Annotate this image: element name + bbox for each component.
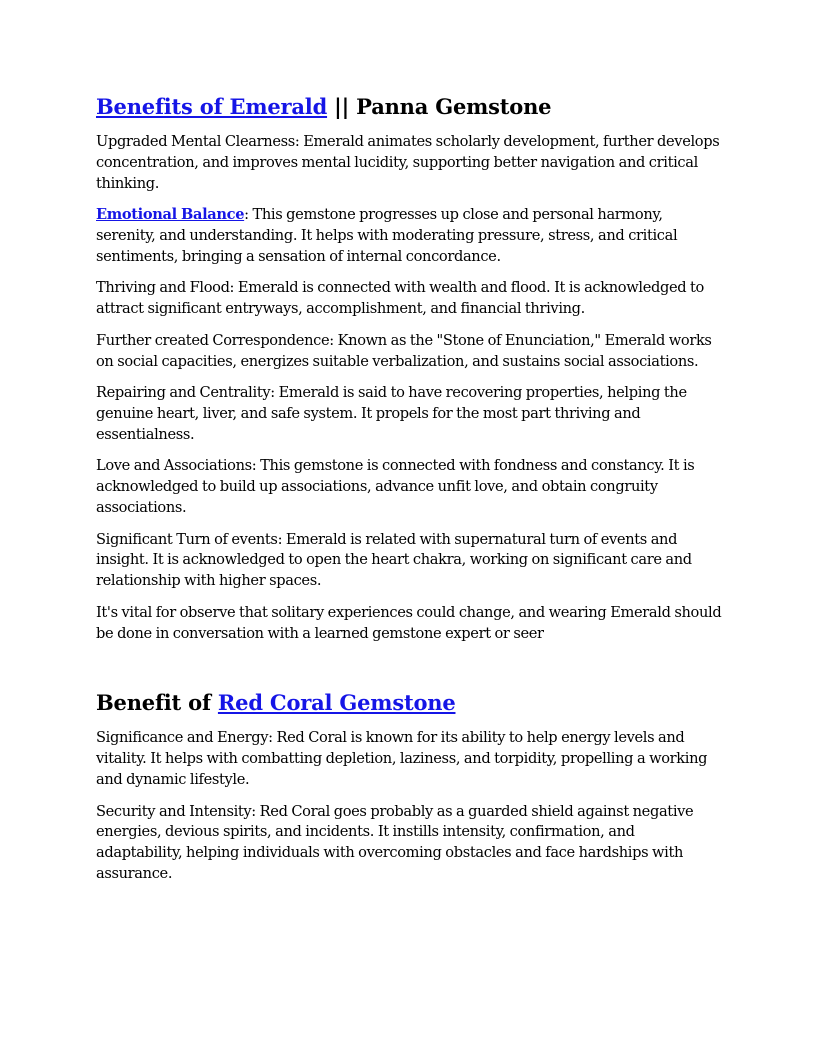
paragraph-significance-energy: Significance and Energy: Red Coral is known for its ability to help energy levels and vitality. It helps with combatting depletion, laziness, and torpidity, propelling a working and dynamic lifestyle. bbox=[96, 729, 708, 788]
emotional-balance-text: : This gemstone progresses up close and personal harmony, serenity, and understanding. It helps with moderating pressure, stress, and critical sentiments, bringing a sensation of internal concordance. bbox=[96, 206, 678, 265]
red-coral-heading-prefix: Benefit of bbox=[96, 690, 218, 716]
paragraph-love-associations: Love and Associations: This gemstone is connected with fondness and constancy. It is acknowledged to build up associations, advance unfit love, and obtain congruity associations. bbox=[96, 457, 695, 516]
paragraph-emotional-balance bbox=[96, 205, 724, 267]
emotional-balance-link[interactable]: Emotional Balance bbox=[96, 206, 245, 224]
document-page bbox=[96, 92, 724, 895]
paragraph-thriving-flood: Thriving and Flood: Emerald is connected with wealth and flood. It is acknowledged to attract significant entryways, accomplishment, and financial thriving. bbox=[96, 279, 704, 318]
red-coral-gemstone-link[interactable]: Red Coral Gemstone bbox=[217, 690, 456, 716]
paragraph-disclaimer: It's vital for observe that solitary experiences could change, and wearing Emerald should be done in conversation with a learned gemstone expert or seer bbox=[96, 603, 722, 642]
paragraph-significant-turn: Significant Turn of events: Emerald is related with supernatural turn of events and insight. It is acknowledged to open the heart chakra, working on significant care and relationship with higher spaces. bbox=[96, 530, 692, 590]
benefits-of-emerald-link[interactable]: Benefits of Emerald bbox=[96, 94, 328, 119]
emerald-heading-rest: || Panna Gemstone bbox=[327, 94, 552, 119]
paragraph-mental-clearness: Upgraded Mental Clearness: Emerald animates scholarly development, further develops concentration, and improves mental lucidity, supporting better navigation and critical thinking. bbox=[96, 133, 720, 192]
paragraph-security-intensity: Security and Intensity: Red Coral goes probably as a guarded shield against negative energies, devious spirits, and incidents. It instills intensity, confirmation, and adaptability, helping individuals with overcoming obstacles and face hardships with assurance. bbox=[96, 802, 694, 882]
paragraph-correspondence: Further created Correspondence: Known as the "Stone of Enunciation," Emerald works on social capacities, energizes suitable verbalization, and sustains social associations. bbox=[96, 331, 712, 370]
red-coral-heading bbox=[96, 688, 724, 718]
paragraph-repairing-centrality: Repairing and Centrality: Emerald is said to have recovering properties, helping the genuine heart, liver, and safe system. It propels for the most part thriving and essentialness. bbox=[96, 384, 687, 443]
emerald-heading bbox=[96, 92, 724, 122]
